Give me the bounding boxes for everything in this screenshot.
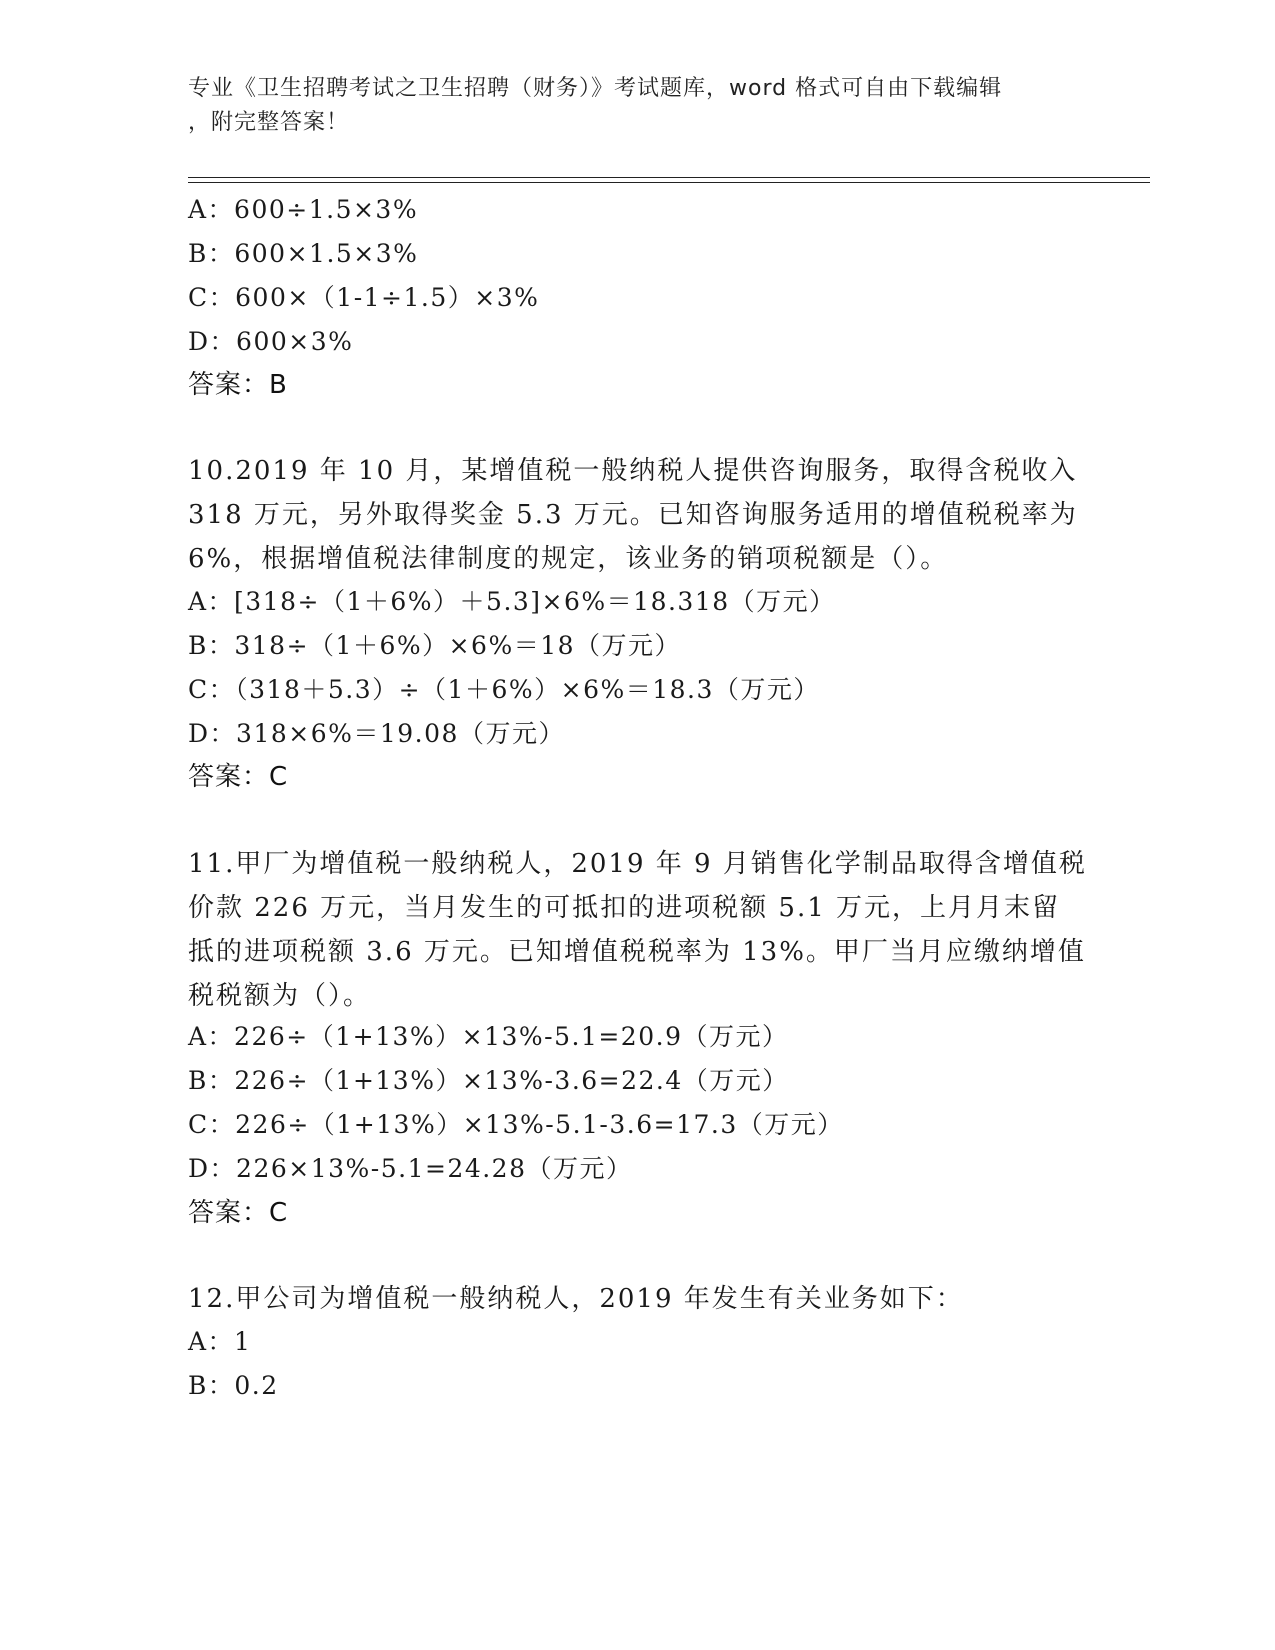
q9-option-c: C：600×（1-1÷1.5）×3%: [188, 283, 540, 312]
header-divider-bottom: [188, 182, 1150, 183]
q11-answer: 答案：C: [188, 1198, 289, 1228]
q11-stem-line-4: 税税额为（）。: [188, 981, 372, 1011]
q11-stem-line-1: 11.甲厂为增值税一般纳税人，2019 年 9 月销售化学制品取得含增值税: [188, 849, 1087, 879]
q11-stem-line-3: 抵的进项税额 3.6 万元。已知增值税税率为 13%。甲厂当月应缴纳增值: [188, 937, 1086, 967]
q11-option-a: A：226÷（1+13%）×13%-5.1=20.9（万元）: [188, 1022, 789, 1051]
q10-answer: 答案：C: [188, 762, 289, 792]
q10-option-c: C：（318＋5.3）÷（1＋6%）×6%＝18.3（万元）: [188, 675, 820, 704]
q11-option-d: D：226×13%-5.1=24.28（万元）: [188, 1154, 633, 1183]
q10-stem-line-1: 10.2019 年 10 月，某增值税一般纳税人提供咨询服务，取得含税收入: [188, 456, 1078, 486]
header-line-2: ，附完整答案！: [188, 110, 350, 135]
q11-option-b: B：226÷（1+13%）×13%-3.6=22.4（万元）: [188, 1066, 789, 1095]
q12-stem-line-1: 12.甲公司为增值税一般纳税人，2019 年发生有关业务如下：: [188, 1284, 964, 1314]
q12-option-a: A：1: [188, 1327, 252, 1356]
q11-option-c: C：226÷（1+13%）×13%-5.1-3.6=17.3（万元）: [188, 1110, 844, 1139]
q9-option-d: D：600×3%: [188, 327, 354, 356]
header-line-1: 专业《卫生招聘考试之卫生招聘（财务）》考试题库，word 格式可自由下载编辑: [188, 76, 1003, 101]
document-header: [188, 72, 1068, 140]
q9-answer: 答案：B: [188, 370, 288, 400]
q10-stem-line-2: 318 万元，另外取得奖金 5.3 万元。已知咨询服务适用的增值税税率为: [188, 500, 1078, 530]
q10-option-b: B：318÷（1＋6%）×6%＝18（万元）: [188, 631, 682, 660]
header-divider-top: [188, 177, 1150, 178]
q12-option-b: B：0.2: [188, 1371, 279, 1400]
q10-option-d: D：318×6%＝19.08（万元）: [188, 719, 565, 748]
q11-stem-line-2: 价款 226 万元，当月发生的可抵扣的进项税额 5.1 万元，上月月末留: [188, 893, 1061, 923]
q10-stem-line-3: 6%，根据增值税法律制度的规定，该业务的销项税额是（）。: [188, 544, 949, 574]
q9-option-b: B：600×1.5×3%: [188, 239, 419, 268]
q9-option-a: A：600÷1.5×3%: [188, 195, 419, 224]
q10-option-a: A：[318÷（1＋6%）＋5.3]×6%＝18.318（万元）: [188, 587, 836, 616]
